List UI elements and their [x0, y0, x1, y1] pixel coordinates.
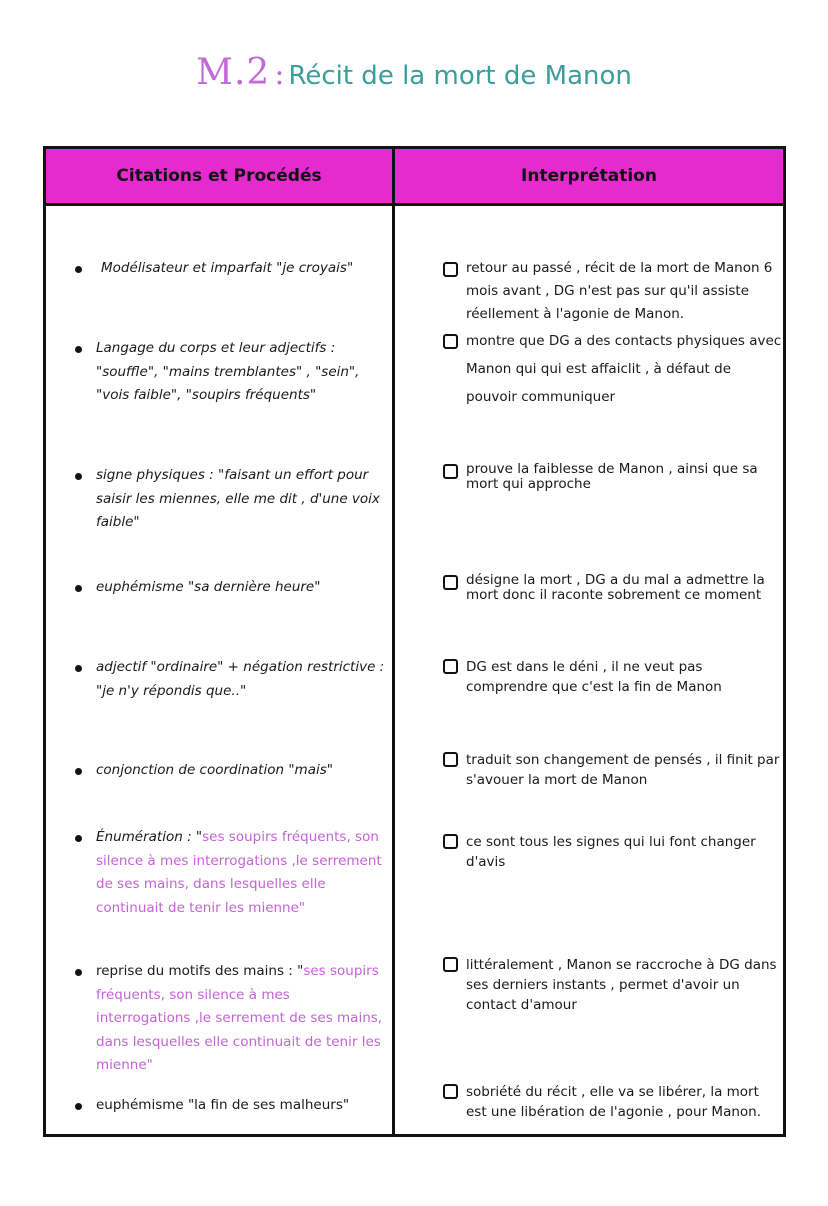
column-divider — [392, 149, 395, 1134]
checkbox-icon[interactable] — [443, 659, 458, 674]
citation-item — [101, 257, 391, 281]
citation-text: Langage du corps et leur adjectifs : "souffle", "mains tremblantes" , "sein", "vois faible", "soupirs fréquents" — [96, 340, 360, 403]
bullet-dot-icon — [75, 585, 82, 592]
citation-quote: ses soupirs fréquents, son silence à mes interrogations ,le serrement de ses mains, dans lesquelles elle continuait de tenir les mienne" — [96, 829, 382, 916]
interpretation-text: ce sont tous les signes qui lui font changer d'avis — [466, 834, 756, 870]
interpretation-text: prouve la faiblesse de Manon , ainsi que sa mort qui approche — [466, 461, 758, 492]
checkbox-icon[interactable] — [443, 834, 458, 849]
title-code: M.2 — [196, 52, 271, 93]
interpretation-text: retour au passé , récit de la mort de Manon 6 mois avant , DG n'est pas sur qu'il assiste réellement à l'agonie de Manon. — [466, 260, 773, 322]
interpretation-item — [443, 832, 783, 872]
analysis-table — [43, 146, 786, 1137]
interpretation-item — [443, 260, 783, 326]
checkbox-icon[interactable] — [443, 334, 458, 349]
interpretation-item — [443, 332, 783, 411]
header-interpretation: Interprétation — [395, 149, 783, 203]
bullet-dot-icon — [75, 1103, 82, 1110]
interpretation-text: littéralement , Manon se raccroche à DG dans ses derniers instants , permet d'avoir un contact d'amour — [466, 957, 777, 1013]
page-title — [0, 52, 828, 93]
interpretation-text: désigne la mort , DG a du mal a admettre la mort donc il raconte sobrement ce moment — [466, 572, 765, 603]
bullet-dot-icon — [75, 665, 82, 672]
title-separator: : — [274, 57, 285, 92]
citation-item — [96, 337, 386, 408]
interpretation-item — [443, 573, 783, 603]
interpretation-text: traduit son changement de pensés , il finit par s'avouer la mort de Manon — [466, 752, 780, 788]
checkbox-icon[interactable] — [443, 262, 458, 277]
citation-intro: Énumération : " — [96, 829, 203, 845]
checkbox-icon[interactable] — [443, 752, 458, 767]
bullet-dot-icon — [75, 969, 82, 976]
checkbox-icon[interactable] — [443, 1084, 458, 1099]
citation-intro: reprise du motifs des mains : " — [96, 963, 304, 979]
header-citations: Citations et Procédés — [46, 149, 392, 203]
interpretation-item — [443, 462, 783, 492]
citation-quote: ses soupirs fréquents, son silence à mes interrogations ,le serrement de ses mains, dans lesquelles elle continuait de tenir les mienne" — [96, 963, 383, 1073]
bullet-dot-icon — [75, 835, 82, 842]
citation-item — [96, 960, 386, 1078]
citation-item — [96, 656, 386, 703]
citation-item — [96, 1094, 386, 1118]
interpretation-text: sobriété du récit , elle va se libérer, la mort est une libération de l'agonie , pour Manon. — [466, 1084, 762, 1120]
bullet-dot-icon — [75, 346, 82, 353]
bullet-dot-icon — [75, 473, 82, 480]
citation-text: adjectif "ordinaire" + négation restrictive : "je n'y répondis que.." — [96, 659, 385, 699]
interpretation-item — [443, 750, 783, 790]
title-text: Récit de la mort de Manon — [288, 61, 632, 91]
citation-text: conjonction de coordination "mais" — [96, 762, 333, 778]
bullet-dot-icon — [75, 266, 82, 273]
interpretation-item — [443, 1082, 783, 1122]
citation-text: euphémisme "sa dernière heure" — [96, 579, 321, 595]
citation-text: euphémisme "la fin de ses malheurs" — [96, 1097, 350, 1113]
interpretation-item — [443, 955, 783, 1015]
citation-text: signe physiques : "faisant un effort pour saisir les miennes, elle me dit , d'une voix faible" — [96, 467, 380, 530]
bullet-dot-icon — [75, 768, 82, 775]
citation-item — [96, 759, 386, 783]
citation-item — [96, 464, 386, 535]
citation-item — [96, 576, 386, 600]
header-divider — [46, 203, 783, 206]
citation-item — [96, 826, 386, 920]
interpretation-item — [443, 657, 783, 697]
interpretation-text: DG est dans le déni , il ne veut pas comprendre que c'est la fin de Manon — [466, 659, 722, 695]
checkbox-icon[interactable] — [443, 957, 458, 972]
interpretation-text: montre que DG a des contacts physiques avec Manon qui qui est affaiclit , à défaut de pouvoir communiquer — [466, 333, 782, 405]
checkbox-icon[interactable] — [443, 464, 458, 479]
citation-text: Modélisateur et imparfait "je croyais" — [101, 260, 354, 276]
checkbox-icon[interactable] — [443, 575, 458, 590]
